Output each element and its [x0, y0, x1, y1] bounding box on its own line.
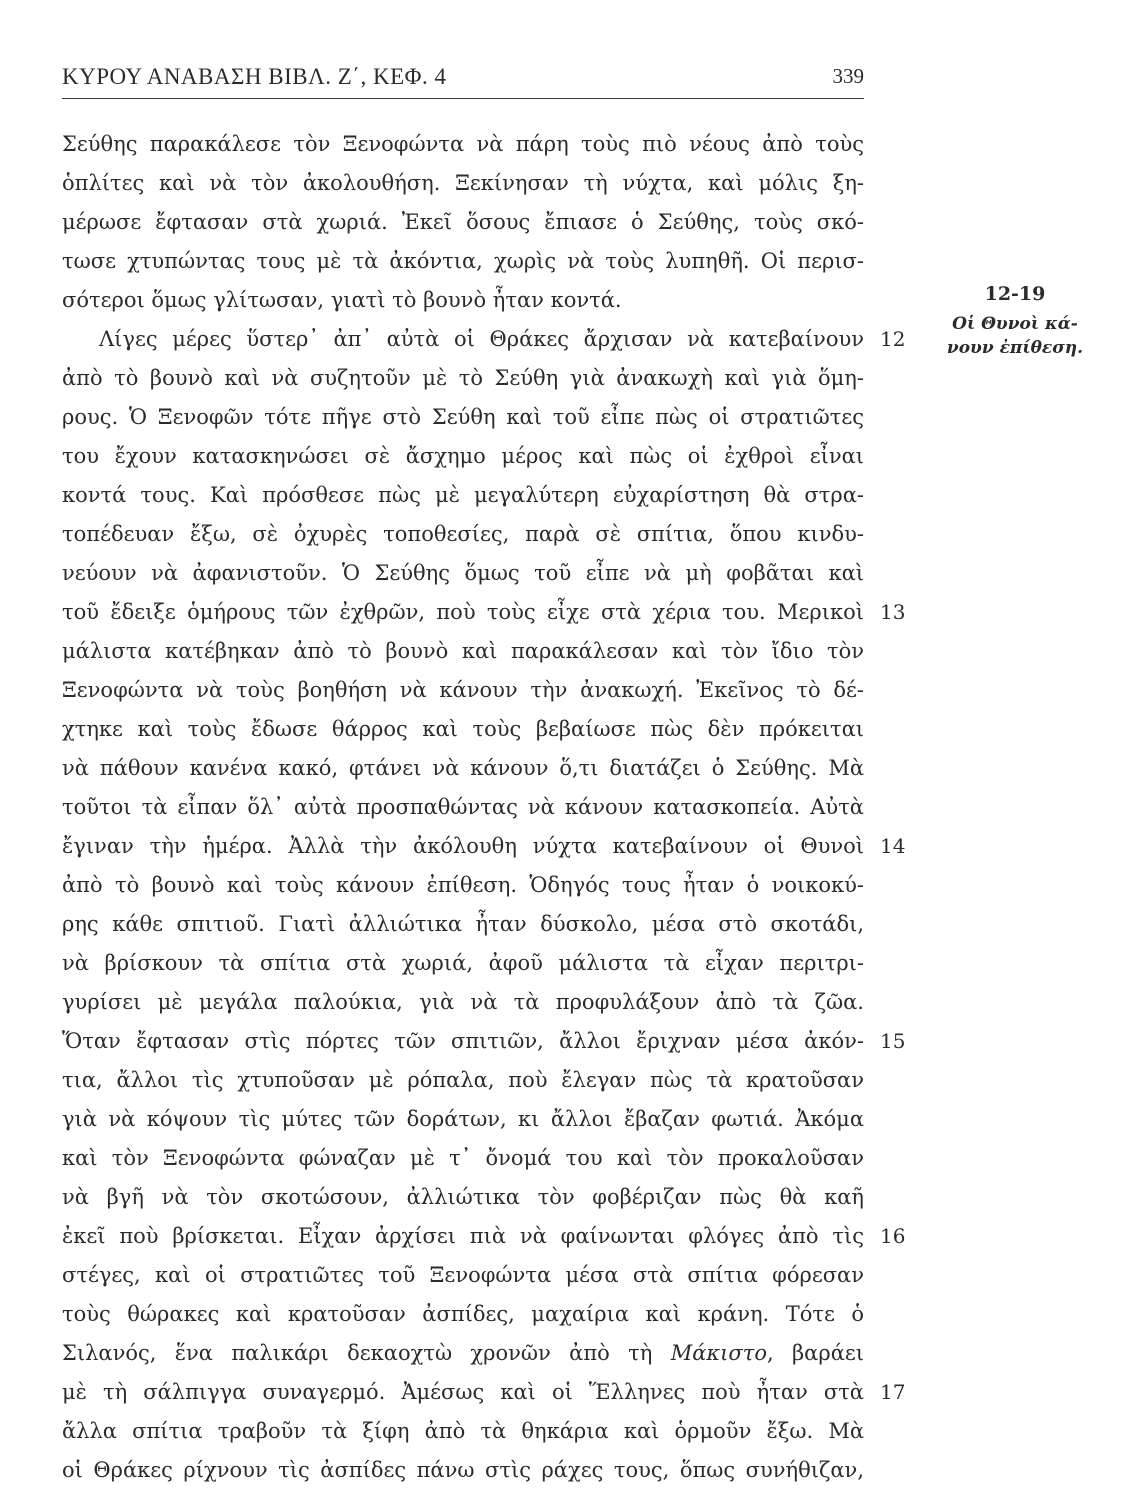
- text-line: γυρίσει μὲ μεγάλα παλούκια, γιὰ νὰ τὰ προφυλάξουν ἀπὸ τὰ ζῶα.: [62, 990, 864, 1014]
- place-name-italic: Μάκιστο: [670, 1341, 767, 1365]
- text-run: , βαράει: [767, 1341, 864, 1365]
- section-number: 15: [880, 1029, 906, 1053]
- text-line: Ξενοφώντα νὰ τοὺς βοηθήση νὰ κάνουν τὴν ἀνακωχή. Ἐκεῖνος τὸ δέ-: [62, 678, 864, 702]
- margin-section-range: 12-19: [984, 283, 1046, 305]
- text-line: γιὰ νὰ κόψουν τὶς μύτες τῶν δοράτων, κι ἄλλοι ἔβαζαν φωτιά. Ἀκόμα: [62, 1107, 864, 1131]
- section-number: 16: [880, 1224, 906, 1248]
- text-line: νὰ πάθουν κανένα κακό, φτάνει νὰ κάνουν ὅ,τι διατάζει ὁ Σεύθης. Μὰ: [62, 756, 864, 780]
- margin-note: [940, 312, 1090, 360]
- text-line: ἔγιναν τὴν ἡμέρα. Ἀλλὰ τὴν ἀκόλουθη νύχτα κατεβαίνουν οἱ Θυνοὶ: [62, 834, 864, 858]
- text-line: τοὺς θώρακες καὶ κρατοῦσαν ἀσπίδες, μαχαίρια καὶ κράνη. Τότε ὁ: [62, 1302, 864, 1326]
- section-number: 12: [880, 327, 906, 351]
- text-line: ρης κάθε σπιτιοῦ. Γιατὶ ἀλλιώτικα ἦταν δύσκολο, μέσα στὸ σκοτάδι,: [62, 912, 864, 936]
- text-line: χτηκε καὶ τοὺς ἔδωσε θάρρος καὶ τοὺς βεβαίωσε πὼς δὲν πρόκειται: [62, 717, 864, 741]
- text-line: τοπέδευαν ἔξω, σὲ ὀχυρὲς τοποθεσίες, παρὰ σὲ σπίτια, ὅπου κινδυ-: [62, 522, 864, 546]
- text-line: Λίγες μέρες ὕστερ᾽ ἀπ᾽ αὐτὰ οἱ Θράκες ἄρχισαν νὰ κατεβαίνουν: [99, 327, 864, 351]
- section-number: 17: [880, 1380, 906, 1404]
- text-line: κοντά τους. Καὶ πρόσθεσε πὼς μὲ μεγαλύτερη εὐχαρίστηση θὰ στρα-: [62, 483, 864, 507]
- text-line: [62, 1334, 864, 1372]
- text-line: τωσε χτυπώντας τους μὲ τὰ ἀκόντια, χωρὶς νὰ τοὺς λυπηθῆ. Οἱ περισ-: [62, 249, 864, 273]
- text-line: τια, ἄλλοι τὶς χτυποῦσαν μὲ ρόπαλα, ποὺ ἔλεγαν πὼς τὰ κρατοῦσαν: [62, 1068, 864, 1092]
- text-line: οἱ Θράκες ρίχνουν τὶς ἀσπίδες πάνω στὶς ράχες τους, ὅπως συνήθιζαν,: [62, 1458, 864, 1482]
- text-line: του ἔχουν κατασκηνώσει σὲ ἄσχημο μέρος καὶ πὼς οἱ ἐχθροὶ εἶναι: [62, 444, 864, 468]
- text-line: καὶ τὸν Ξενοφώντα φώναζαν μὲ τ᾽ ὄνομά του καὶ τὸν προκαλοῦσαν: [62, 1146, 864, 1170]
- text-line: Ὅταν ἔφτασαν στὶς πόρτες τῶν σπιτιῶν, ἄλλοι ἔριχναν μέσα ἀκόν-: [62, 1029, 864, 1053]
- text-line: νὰ βρίσκουν τὰ σπίτια στὰ χωριά, ἀφοῦ μάλιστα τὰ εἶχαν περιτρι-: [62, 951, 864, 975]
- text-line: ἀπὸ τὸ βουνὸ καὶ νὰ συζητοῦν μὲ τὸ Σεύθη γιὰ ἀνακωχὴ καὶ γιὰ ὅμη-: [62, 366, 864, 390]
- running-title: ΚΥΡΟΥ ΑΝΑΒΑΣΗ ΒΙΒΛ. Ζ΄, ΚΕΦ. 4: [62, 64, 447, 89]
- text-line: στέγες, καὶ οἱ στρατιῶτες τοῦ Ξενοφώντα μέσα στὰ σπίτια φόρεσαν: [62, 1263, 864, 1287]
- text-line: ἄλλα σπίτια τραβοῦν τὰ ξίφη ἀπὸ τὰ θηκάρια καὶ ὁρμοῦν ἔξω. Μὰ: [62, 1419, 864, 1443]
- text-line: ὁπλίτες καὶ νὰ τὸν ἀκολουθήση. Ξεκίνησαν τὴ νύχτα, καὶ μόλις ξη-: [62, 171, 864, 195]
- text-line: ἐκεῖ ποὺ βρίσκεται. Εἶχαν ἀρχίσει πιὰ νὰ φαίνωνται φλόγες ἀπὸ τὶς: [62, 1224, 864, 1248]
- text-line: ἀπὸ τὸ βουνὸ καὶ τοὺς κάνουν ἐπίθεση. Ὁδηγός τους ἦταν ὁ νοικοκύ-: [62, 873, 864, 897]
- text-run: Σιλανός, ἕνα παλικάρι δεκαοχτὼ χρονῶν ἀπὸ τὴ: [62, 1341, 653, 1365]
- text-line: μὲ τὴ σάλπιγγα συναγερμό. Ἀμέσως καὶ οἱ Ἕλληνες ποὺ ἦταν στὰ: [62, 1380, 864, 1404]
- section-number: 13: [880, 600, 906, 624]
- page-number: 339: [832, 64, 864, 88]
- text-line: μάλιστα κατέβηκαν ἀπὸ τὸ βουνὸ καὶ παρακάλεσαν καὶ τὸν ἴδιο τὸν: [62, 639, 864, 663]
- running-header: [62, 58, 864, 99]
- margin-note-line: νουν ἐπίθεση.: [946, 338, 1084, 358]
- text-line: σότεροι ὅμως γλίτωσαν, γιατὶ τὸ βουνὸ ἦταν κοντά.: [62, 288, 622, 312]
- section-number: 14: [880, 834, 906, 858]
- margin-note-line: Οἱ Θυνοὶ κά-: [952, 314, 1078, 334]
- text-line: νεύουν νὰ ἀφανιστοῦν. Ὁ Σεύθης ὅμως τοῦ εἶπε νὰ μὴ φοβᾶται καὶ: [62, 561, 864, 585]
- text-line: μέρωσε ἔφτασαν στὰ χωριά. Ἐκεῖ ὅσους ἔπιασε ὁ Σεύθης, τοὺς σκό-: [62, 210, 864, 234]
- text-line: ρους. Ὁ Ξενοφῶν τότε πῆγε στὸ Σεύθη καὶ τοῦ εἶπε πὼς οἱ στρατιῶτες: [62, 405, 864, 429]
- text-line: νὰ βγῆ νὰ τὸν σκοτώσουν, ἀλλιώτικα τὸν φοβέριζαν πὼς θὰ καῆ: [62, 1185, 864, 1209]
- text-line: Σεύθης παρακάλεσε τὸν Ξενοφώντα νὰ πάρη τοὺς πιὸ νέους ἀπὸ τοὺς: [62, 132, 864, 156]
- text-line: τοῦ ἔδειξε ὁμήρους τῶν ἐχθρῶν, ποὺ τοὺς εἶχε στὰ χέρια του. Μερικοὶ: [62, 600, 864, 624]
- text-line: τοῦτοι τὰ εἶπαν ὅλ᾽ αὐτὰ προσπαθώντας νὰ κάνουν κατασκοπεία. Αὐτὰ: [62, 795, 864, 819]
